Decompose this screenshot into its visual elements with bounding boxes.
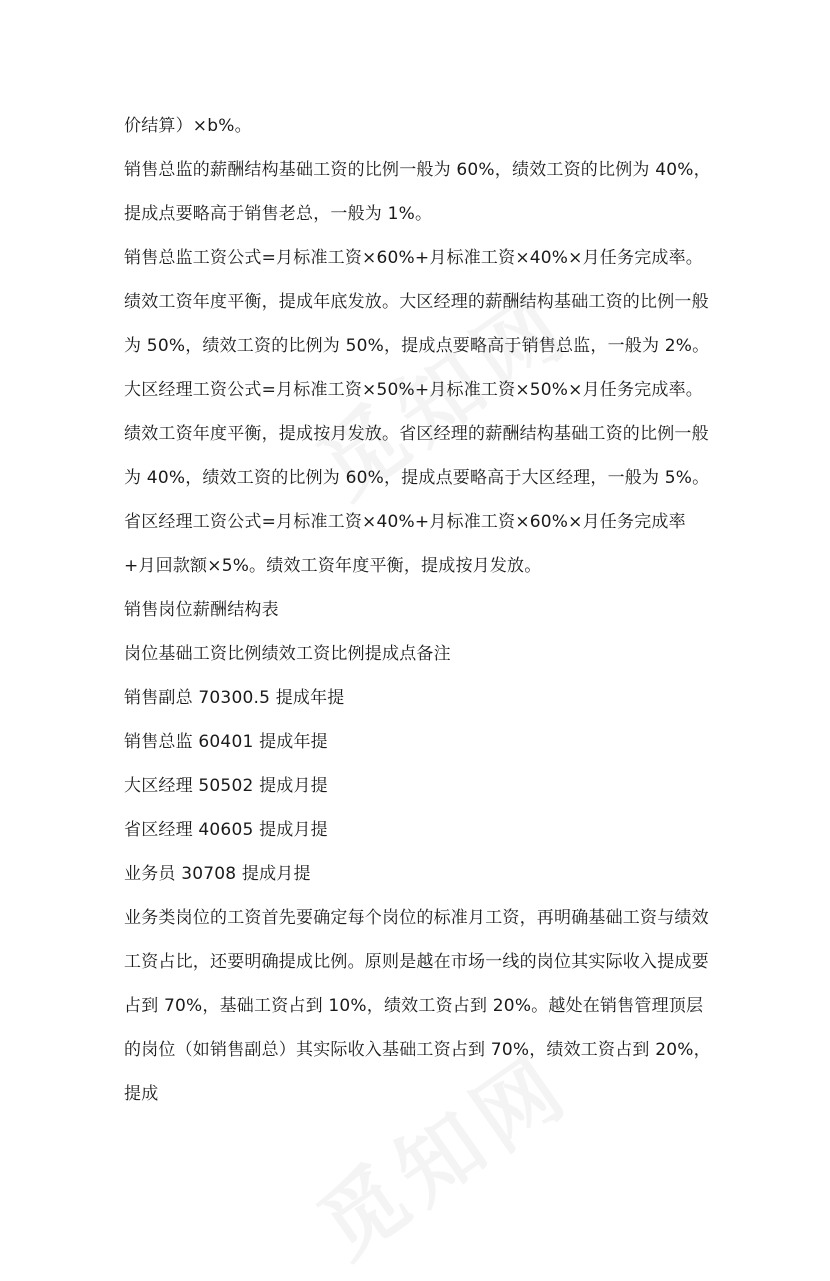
table-row: 销售总监 60401 提成年提 [124,732,328,752]
table-row: 省区经理 40605 提成月提 [124,820,328,840]
paragraph-price-settlement: 价结算）×b%。 [124,116,252,136]
table-row: 销售副总 70300.5 提成年提 [124,688,345,708]
paragraph-provincial-manager-formula: 省区经理工资公式=月标准工资×40%+月标准工资×60%×月任务完成率+月回款额×5%。绩效工资年度平衡，提成按月发放。 [124,512,686,576]
paragraph-salary-principles: 业务类岗位的工资首先要确定每个岗位的标准月工资，再明确基础工资与绩效工资占比，还要明确提成比例。原则是越在市场一线的岗位其实际收入提成要占到 70%，基础工资占到 10%，绩效工资占到 20%。越处在销售管理顶层的岗位（如销售副总）其实际收入基础工资占到 70%，绩效工资占到 20%，提成 [124,908,711,1104]
paragraph-sales-director-formula: 销售总监工资公式=月标准工资×60%+月标准工资×40%×月任务完成率。绩效工资年度平衡，提成年底发放。大区经理的薪酬结构基础工资的比例一般为 50%，绩效工资的比例为 50%，提成点要略高于销售总监，一般为 2%。 [124,248,710,356]
paragraph-sales-director-structure: 销售总监的薪酬结构基础工资的比例一般为 60%，绩效工资的比例为 40%，提成点要略高于销售老总，一般为 1%。 [124,160,711,224]
table-row: 大区经理 50502 提成月提 [124,776,328,796]
document-body [124,104,714,1116]
table-row: 业务员 30708 提成月提 [124,864,311,884]
paragraph-regional-manager-formula: 大区经理工资公式=月标准工资×50%+月标准工资×50%×月任务完成率。绩效工资年度平衡，提成按月发放。省区经理的薪酬结构基础工资的比例一般为 40%，绩效工资的比例为 60%，提成点要略高于大区经理，一般为 5%。 [124,380,710,488]
table-title: 销售岗位薪酬结构表 [124,600,279,620]
table-header-row: 岗位基础工资比例绩效工资比例提成点备注 [124,644,451,664]
